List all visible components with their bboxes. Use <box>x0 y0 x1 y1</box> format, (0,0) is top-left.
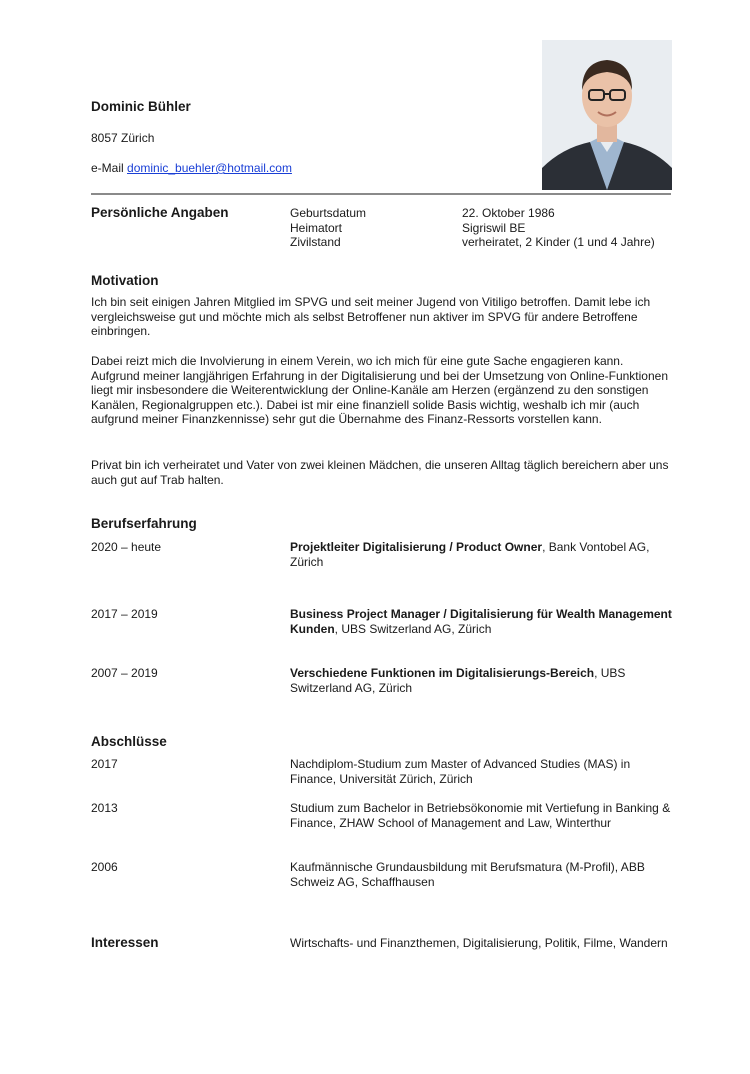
motivation-paragraph: Dabei reizt mich die Involvierung in einem Verein, wo ich mich für eine gute Sache engagieren kann. Aufgrund meiner langjährigen Erfahrung in der Digitalisierung und bei der Umsetzung von Online-Funktionen liegt mir insbesondere die Weiterentwicklung der Online-Kanäle am Herzen (ergänzend zu den sonstigen Kanälen, Regionalgruppen etc.). Dabei ist mir eine finanziell solide Basis wichtig, weshalb ich mir (auch aufgrund meiner Finanzkennisse) sehr gut die Übernahme des Finanz-Ressorts vorstellen kann. <box>91 354 669 426</box>
value-civil-status: verheiratet, 2 Kinder (1 und 4 Jahre) <box>462 235 655 249</box>
education-year: 2006 <box>91 860 118 874</box>
education-heading: Abschlüsse <box>91 734 167 749</box>
experience-role: Business Project Manager / Digitalisierung für Wealth Management Kunden <box>290 607 672 636</box>
personal-values <box>462 206 655 250</box>
header-divider <box>91 193 671 195</box>
profile-photo <box>542 40 672 190</box>
motivation-heading: Motivation <box>91 273 159 288</box>
experience-role: Projektleiter Digitalisierung / Product Owner <box>290 540 543 554</box>
interests-heading: Interessen <box>91 935 159 950</box>
motivation-paragraph: Privat bin ich verheiratet und Vater von zwei kleinen Mädchen, die unseren Alltag täglich bereichern aber uns auch gut auf Trab halten. <box>91 458 669 487</box>
education-entry: Nachdiplom-Studium zum Master of Advanced Studies (MAS) in Finance, Universität Zürich, Zürich <box>290 757 631 786</box>
personal-labels <box>290 206 366 250</box>
value-birthdate: 22. Oktober 1986 <box>462 206 555 220</box>
education-entry: Kaufmännische Grundausbildung mit Berufsmatura (M-Profil), ABB Schweiz AG, Schaffhausen <box>290 860 645 889</box>
experience-org: , UBS Switzerland AG, Zürich <box>290 666 626 695</box>
experience-entry <box>290 607 675 636</box>
experience-org: , Bank Vontobel AG, Zürich <box>290 540 650 569</box>
email-line <box>91 161 292 175</box>
experience-period: 2007 – 2019 <box>91 666 158 680</box>
experience-role: Verschiedene Funktionen im Digitalisierungs-Bereich <box>290 666 595 680</box>
education-entry: Studium zum Bachelor in Betriebsökonomie mit Vertiefung in Banking & Finance, ZHAW School of Management and Law, Winterthur <box>290 801 671 830</box>
experience-period: 2020 – heute <box>91 540 162 554</box>
value-hometown: Sigriswil BE <box>462 220 526 235</box>
label-hometown: Heimatort <box>290 220 343 235</box>
experience-entry <box>290 540 675 569</box>
experience-org: , UBS Switzerland AG, Zürich <box>334 621 492 636</box>
experience-period: 2017 – 2019 <box>91 607 158 621</box>
address: 8057 Zürich <box>91 131 155 145</box>
label-civil-status: Zivilstand <box>290 235 341 249</box>
email-label: e-Mail <box>91 161 124 175</box>
cv-name: Dominic Bühler <box>91 99 191 114</box>
label-birthdate: Geburtsdatum <box>290 206 367 220</box>
personal-heading: Persönliche Angaben <box>91 205 229 220</box>
email-link[interactable]: dominic_buehler@hotmail.com <box>127 161 292 175</box>
education-year: 2013 <box>91 801 118 815</box>
experience-heading: Berufserfahrung <box>91 516 197 531</box>
education-year: 2017 <box>91 757 118 771</box>
interests-text: Wirtschafts- und Finanzthemen, Digitalisierung, Politik, Filme, Wandern <box>290 936 668 950</box>
experience-entry <box>290 666 675 695</box>
motivation-paragraph: Ich bin seit einigen Jahren Mitglied im SPVG und seit meiner Jugend von Vitiligo betroffen. Damit lebe ich vergleichsweise gut und möchte mich als selbst Betroffener nun aktiver im SPVG für andere Betroffene einbringen. <box>91 295 651 338</box>
